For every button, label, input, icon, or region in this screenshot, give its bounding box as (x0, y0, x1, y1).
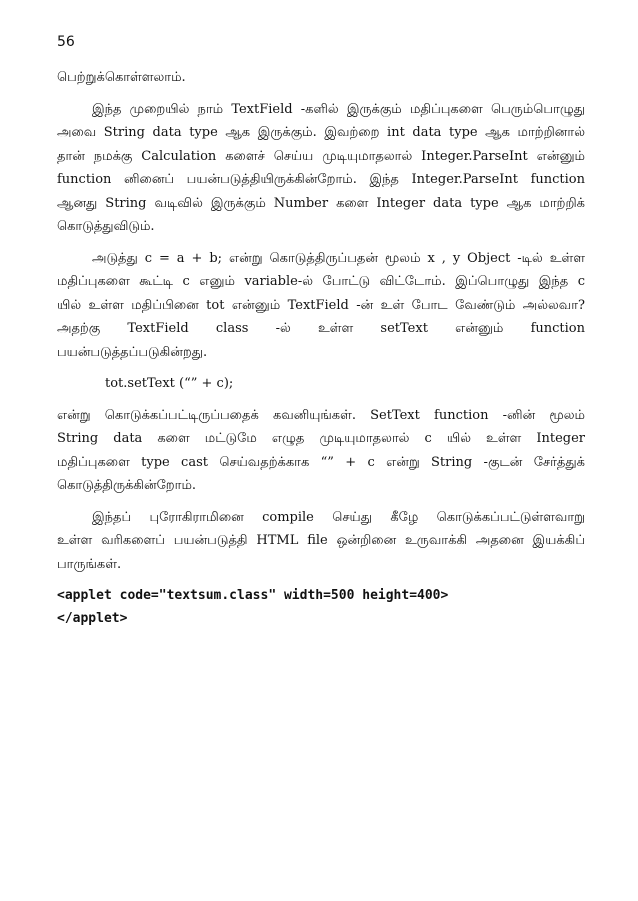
text-line: இந்த முறையில் நாம் TextField -களில் இருக்கும் மதிப்புகளை பெரும்பொழுது (92, 101, 585, 117)
code-line: </applet> (57, 611, 128, 626)
code-statement: tot.setText (“” + c); (105, 376, 234, 391)
paragraph-addition (57, 247, 585, 365)
paragraph-continuation (57, 66, 585, 90)
text-line: அடுத்து c = a + b; என்று கொடுத்திருப்பதன் மூலம் x , y Object -டில் உள்ள (92, 250, 585, 266)
text-line: கொடுத்திருக்கின்றோம். (57, 478, 197, 493)
text-line: என்று கொடுக்கப்பட்டிருப்பதைக் கவனியுங்கள். SetText function -னின் மூலம் (57, 407, 585, 423)
text-line: மதிப்புகளை கூட்டி c எனும் variable-ல் போட்டு விட்டோம். இப்பொழுது இந்த c (57, 274, 585, 289)
text-line: பாருங்கள். (57, 556, 122, 572)
text-line: கொடுத்துவிடும். (57, 219, 155, 234)
paragraph-textfield-values (57, 98, 585, 239)
text-line: மதிப்புகளை type cast செய்வதற்க்காக “” + c என்று String -குடன் சேர்த்துக் (57, 454, 585, 470)
page-body (57, 66, 585, 630)
text-line: ஆனது String வடிவில் இருக்கும் Number களை Integer data type ஆக மாற்றிக் (57, 195, 585, 211)
code-line: <applet code="textsum.class" width=500 height=400> (57, 588, 449, 603)
paragraph-settext-statement (57, 372, 585, 396)
text-line: function னினைப் பயன்படுத்தியிருக்கின்றோம். இந்த Integer.ParseInt function (57, 172, 585, 187)
text-line: தான் நமக்கு Calculation களைச் செய்ய முடியுமாதலால் Integer.ParseInt என்னும் (57, 148, 585, 164)
text-line: உள்ள வரிகளைப் பயன்படுத்தி HTML file ஒன்றினை உருவாக்கி அதனை இயக்கிப் (57, 533, 585, 548)
code-block (57, 584, 585, 630)
text-line: String data களை மட்டுமே எழுத முடியுமாதலால் c யில் உள்ள Integer (57, 431, 585, 446)
text-line: அதற்கு TextField class -ல் உள்ள setText என்னும் function (57, 321, 585, 336)
text-line: இந்தப் புரோகிராமினை compile செய்து கீழே கொடுக்கப்பட்டுள்ளவாறு (92, 509, 585, 525)
text-line: பயன்படுத்தப்படுகின்றது. (57, 344, 208, 360)
paragraph-type-cast (57, 404, 585, 498)
text-line: பெற்றுக்கொள்ளலாம். (57, 70, 186, 85)
text-line: யில் உள்ள மதிப்பினை tot என்னும் TextField -ன் உள் போட வேண்டும் அல்லவா? (57, 297, 585, 313)
text-line: அவை String data type ஆக இருக்கும். இவற்றை int data type ஆக மாற்றினால் (57, 125, 585, 140)
paragraph-compile-html (57, 506, 585, 577)
page-number: 56 (57, 34, 75, 50)
